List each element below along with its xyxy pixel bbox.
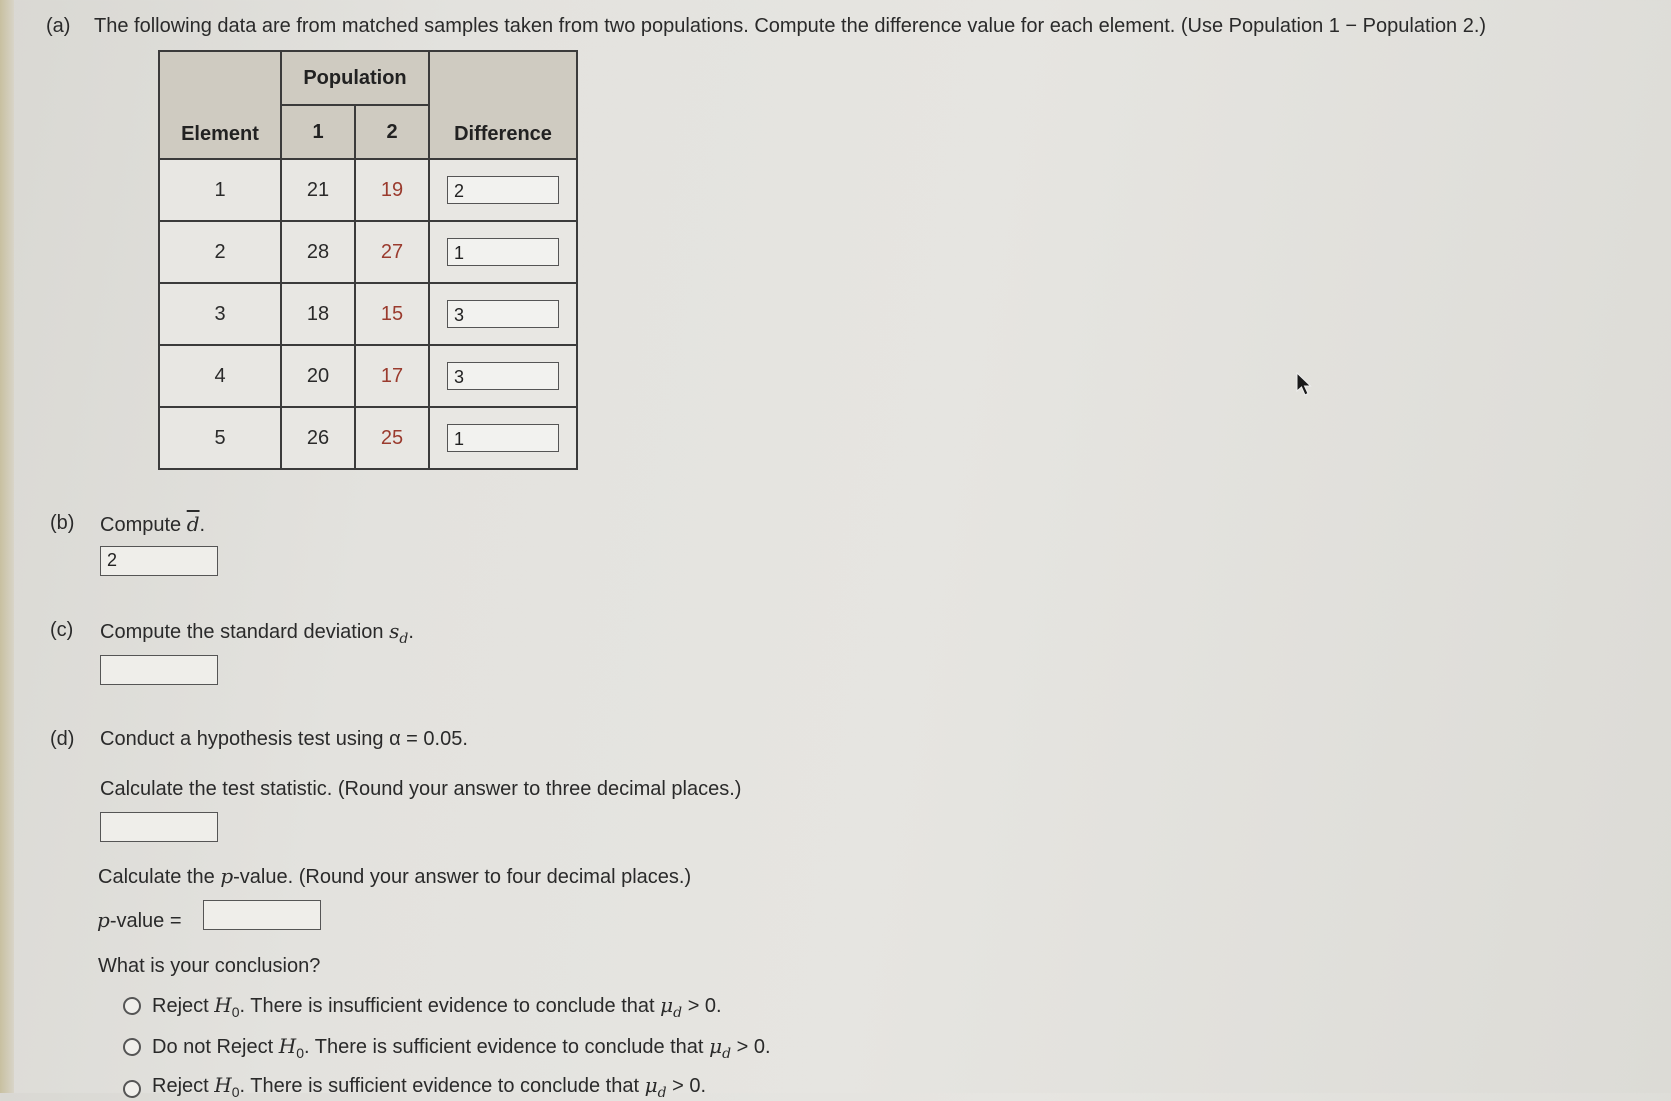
part-c-text: Compute the standard deviation [100,621,384,643]
pop2-cell: 25 [355,407,429,469]
option-post: > 0. [687,995,722,1017]
pop2-cell: 17 [355,345,429,407]
pop2-cell: 15 [355,283,429,345]
s-symbol: s [389,619,400,643]
part-c-label: (c) [50,619,74,641]
option-mid: . There is sufficient evidence to conclude that [239,1075,640,1097]
h-subscript: 0 [231,1004,240,1020]
option-pre: Reject [152,995,209,1017]
pvalue-label-p: p [97,908,110,932]
element-cell: 5 [159,407,281,469]
header-pop2: 2 [355,105,429,159]
pvalue-prompt-p: p [220,864,234,888]
h-symbol: H [214,993,232,1017]
pop1-cell: 26 [281,407,355,469]
pop1-cell: 18 [281,283,355,345]
option-pre: Reject [152,1075,209,1097]
part-d-text: Conduct a hypothesis test using α = 0.05. [100,728,468,750]
difference-input[interactable]: 2 [447,176,559,204]
part-b-prompt: Compute $\overline{d}$. [100,512,206,536]
d-bar-input[interactable]: 2 [100,546,218,576]
h-symbol: H [214,1073,232,1097]
option-post: > 0. [736,1036,771,1058]
table-row [159,407,577,469]
h-symbol: H [278,1034,297,1058]
part-b-label: (b) [50,512,75,534]
mu-subscript: d [657,1085,667,1101]
mu-symbol: μ [709,1034,723,1058]
sd-input[interactable] [100,655,218,685]
table-row [159,345,577,407]
header-difference: Difference [429,51,577,159]
page-edge [0,0,14,1093]
part-c-prompt: Compute the standard deviation $s_d$. [100,619,414,647]
part-a-label: (a) [46,15,71,37]
option-text [152,993,722,1021]
test-stat-prompt: Calculate the test statistic. (Round your answer to three decimal places.) [100,778,742,800]
element-cell: 4 [159,345,281,407]
pvalue-label-rest: -value = [109,910,182,932]
matched-samples-table [158,50,578,470]
element-cell: 3 [159,283,281,345]
pvalue-prompt-post: -value. (Round your answer to four decimal places.) [233,866,692,888]
option-pre: Do not Reject [152,1036,274,1058]
table-row [159,283,577,345]
element-cell: 1 [159,159,281,221]
option-post: > 0. [672,1075,707,1097]
table-row [159,159,577,221]
header-pop1: 1 [281,105,355,159]
header-element: Element [159,51,281,159]
conclusion-prompt: What is your conclusion? [98,955,321,977]
pop2-cell: 27 [355,221,429,283]
option-text [152,1073,706,1101]
pop2-cell: 19 [355,159,429,221]
radio-button[interactable] [123,1080,141,1098]
pvalue-prompt-pre: Calculate the [98,866,215,888]
pop1-cell: 28 [281,221,355,283]
pvalue-input[interactable] [203,900,321,930]
difference-input[interactable]: 1 [447,424,559,452]
pop1-cell: 21 [281,159,355,221]
mu-subscript: d [722,1046,732,1062]
option-mid: . There is insufficient evidence to conclude that [239,995,655,1017]
mu-subscript: d [673,1005,683,1021]
table-row [159,221,577,283]
h-subscript: 0 [296,1045,304,1061]
difference-input[interactable]: 3 [447,362,559,390]
option-text [152,1034,771,1062]
h-subscript: 0 [231,1084,240,1100]
mu-symbol: μ [660,993,674,1017]
s-subscript: d [399,631,409,647]
mu-symbol: μ [644,1073,658,1097]
header-population: Population [281,51,429,105]
option-mid: . There is sufficient evidence to conclude that [303,1036,704,1058]
difference-input[interactable]: 1 [447,238,559,266]
pop1-cell: 20 [281,345,355,407]
radio-button[interactable] [123,997,141,1015]
test-stat-input[interactable] [100,812,218,842]
element-cell: 2 [159,221,281,283]
pvalue-prompt [98,864,691,889]
part-a-text: The following data are from matched samples taken from two populations. Compute the difference value for each element. (Use Population 1 − Population 2.) [94,15,1487,37]
difference-input[interactable]: 3 [447,300,559,328]
radio-button[interactable] [123,1038,141,1056]
part-b-text: Compute [100,514,182,536]
part-d-label: (d) [50,728,75,750]
d-bar-symbol: $\overline{d}$ [186,512,200,536]
pvalue-label [97,908,182,933]
